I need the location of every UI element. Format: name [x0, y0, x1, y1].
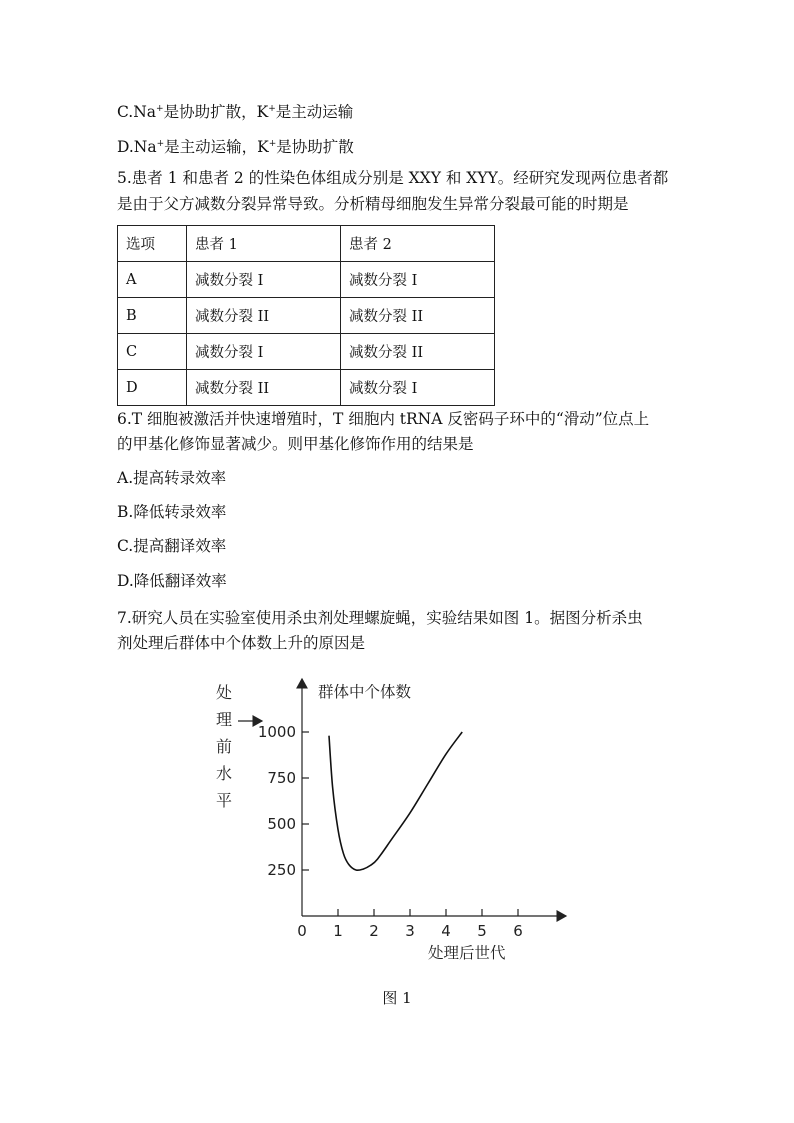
- table-cell: 减数分裂 I: [187, 262, 341, 298]
- x-tick-label: 2: [369, 922, 379, 940]
- superscript: +: [268, 104, 276, 114]
- table-cell: 减数分裂 I: [341, 262, 495, 298]
- table-cell: 减数分裂 I: [187, 334, 341, 370]
- side-label-char: 处: [215, 683, 233, 702]
- table-row: [118, 262, 495, 298]
- x-tick-label: 4: [441, 922, 451, 940]
- q6-stem-line-2: 的甲基化修饰显著减少。则甲基化修饰作用的结果是: [117, 435, 474, 453]
- side-label-char: 理: [215, 710, 233, 729]
- table-row: [118, 370, 495, 406]
- table-header-cell: 患者 2: [341, 226, 495, 262]
- table-cell: 减数分裂 II: [187, 298, 341, 334]
- figure-1-chart: [200, 665, 600, 970]
- pre-treatment-level-label: [216, 683, 232, 810]
- option-text: D.Na: [117, 138, 157, 156]
- table-cell: 减数分裂 I: [341, 370, 495, 406]
- q6-option-c: C.提高翻译效率: [117, 537, 227, 555]
- q6-stem-line-1: 6.T 细胞被激活并快速增殖时，T 细胞内 tRNA 反密码子环中的“滑动”位点上: [117, 410, 650, 428]
- x-tick-label: 5: [477, 922, 487, 940]
- table-header-row: [118, 226, 495, 262]
- table-row: [118, 298, 495, 334]
- table-header-cell: 患者 1: [187, 226, 341, 262]
- y-axis-title: 群体中个体数: [318, 683, 412, 701]
- y-tick-label: 250: [267, 861, 296, 879]
- q6-option-b: B.降低转录效率: [117, 503, 227, 521]
- y-tick-label: 1000: [257, 723, 296, 741]
- q7-stem-line-2: 剂处理后群体中个体数上升的原因是: [117, 634, 366, 652]
- superscript: +: [156, 139, 165, 149]
- x-tick-label: 0: [297, 922, 307, 940]
- side-label-char: 平: [215, 791, 233, 810]
- option-text: 是主动运输: [275, 103, 354, 121]
- superscript: +: [156, 104, 164, 114]
- population-curve: [329, 732, 462, 870]
- q7-stem-line-1: 7.研究人员在实验室使用杀虫剂处理螺旋蝇，实验结果如图 1。据图分析杀虫: [117, 609, 643, 627]
- y-tick-label: 750: [267, 769, 296, 787]
- q5-stem-line-1: 5.患者 1 和患者 2 的性染色体组成分别是 XXY 和 XYY。经研究发现两位患者都: [117, 169, 669, 187]
- option-text: 是协助扩散: [276, 138, 354, 156]
- option-text: 是主动运输，K: [164, 138, 269, 156]
- table-cell: 减数分裂 II: [187, 370, 341, 406]
- table-row: [118, 334, 495, 370]
- figure-caption: 图 1: [382, 989, 412, 1007]
- table-cell: D: [118, 370, 187, 406]
- q4-option-c: [117, 98, 353, 123]
- option-text: C.Na: [117, 103, 157, 121]
- table-header-cell: 选项: [118, 226, 187, 262]
- x-tick-label: 1: [333, 922, 343, 940]
- q5-stem-line-2: 是由于父方减数分裂异常导致。分析精母细胞发生异常分裂最可能的时期是: [117, 195, 629, 213]
- q5-answer-table: [117, 225, 495, 406]
- superscript: +: [268, 139, 277, 149]
- x-tick-label: 6: [513, 922, 523, 940]
- table-cell: B: [118, 298, 187, 334]
- q6-option-a: A.提高转录效率: [117, 469, 227, 487]
- x-axis-title: 处理后世代: [428, 944, 506, 962]
- table-cell: A: [118, 262, 187, 298]
- y-tick-label: 500: [267, 815, 296, 833]
- q4-option-d: [117, 133, 354, 158]
- q6-option-d: D.降低翻译效率: [117, 572, 227, 590]
- x-tick-label: 3: [405, 922, 415, 940]
- option-text: 是协助扩散，K: [163, 103, 269, 121]
- table-cell: 减数分裂 II: [341, 298, 495, 334]
- table-cell: C: [118, 334, 187, 370]
- table-cell: 减数分裂 II: [341, 334, 495, 370]
- side-label-char: 水: [215, 764, 233, 783]
- side-label-char: 前: [215, 737, 233, 756]
